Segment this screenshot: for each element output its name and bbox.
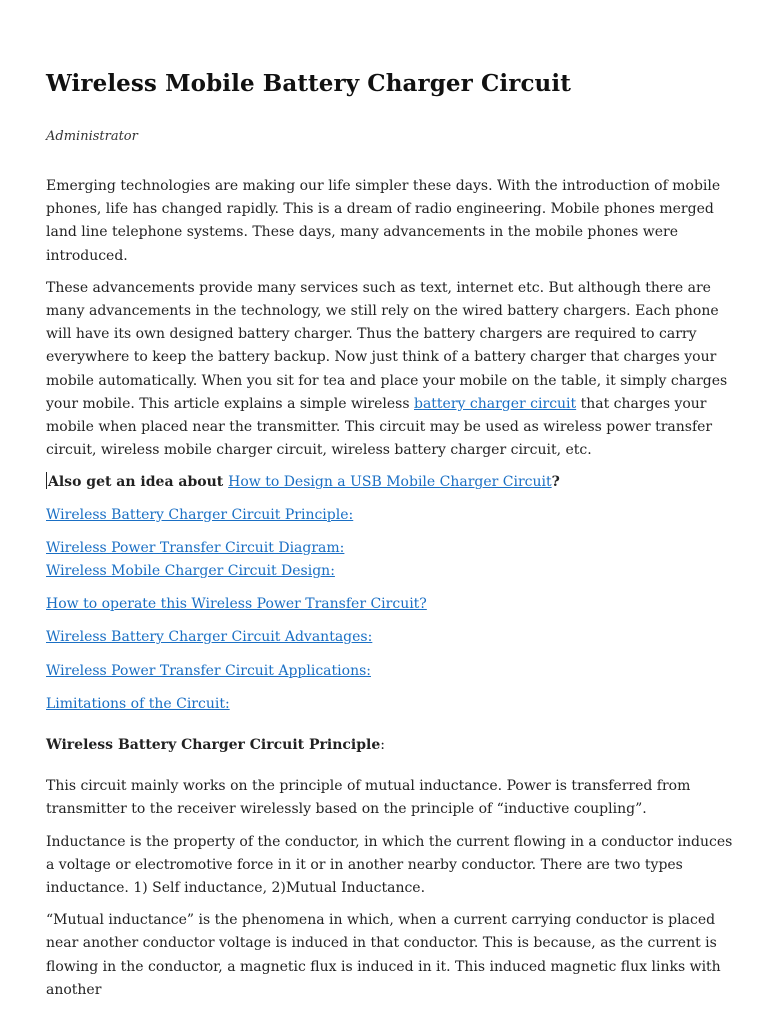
also-suffix: ? [551, 474, 560, 491]
battery-charger-circuit-link[interactable]: battery charger circuit [414, 395, 577, 412]
toc-link-diagram[interactable]: Wireless Power Transfer Circuit Diagram: [46, 539, 345, 556]
paragraph-intro: Emerging technologies are making our life simpler these days. With the introduction of mobile phones, life has changed rapidly. This is a dream of radio engineering. Mobile phones merged land line telephone systems. These days, many advancements in the mobile phones were introduced. [46, 178, 721, 264]
toc-link-principle[interactable]: Wireless Battery Charger Circuit Principle: [46, 506, 354, 523]
toc-link-advantages[interactable]: Wireless Battery Charger Circuit Advantages: [46, 629, 373, 646]
table-of-contents [46, 504, 736, 716]
section-heading-text: Wireless Battery Charger Circuit Principle [46, 737, 381, 754]
text-cursor [46, 472, 47, 489]
author-byline: Administrator [46, 129, 138, 144]
paragraph-mutual-inductance: “Mutual inductance” is the phenomena in which, when a current carrying conductor is placed near another conductor voltage is induced in that conductor. This is because, as the current is flowing in the conductor, a magnetic flux is induced in it. This induced magnetic flux links with another [46, 912, 721, 998]
article-title: Wireless Mobile Battery Charger Circuit [46, 70, 571, 97]
article-body [46, 175, 736, 1011]
toc-link-operate[interactable]: How to operate this Wireless Power Transfer Circuit? [46, 596, 427, 613]
toc-link-applications[interactable]: Wireless Power Transfer Circuit Applications: [46, 662, 371, 679]
section-heading-colon: : [380, 737, 385, 754]
toc-link-limitations[interactable]: Limitations of the Circuit: [46, 695, 230, 712]
paragraph-advancements [46, 277, 736, 463]
also-see-line [46, 471, 736, 494]
also-prefix: Also get an idea about [48, 474, 229, 491]
paragraph-inductance: Inductance is the property of the conductor, in which the current flowing in a conductor induces a voltage or electromotive force in it or in another nearby conductor. There are two types inductance. 1) Self inductance, 2)Mutual Inductance. [46, 833, 733, 897]
usb-charger-link[interactable]: How to Design a USB Mobile Charger Circuit [228, 474, 552, 491]
paragraph-text: These advancements provide many services such as text, internet etc. But although there are many advancements in the technology, we still rely on the wired battery chargers. Each phone will have its own designed battery charger. Thus the battery chargers are required to carry everywhere to keep the battery backup. Now just think of a battery charger that charges your mobile automatically. When you sit for tea and place your mobile on the table, it simply charges your mobile. This article explains a simple wireless [46, 279, 728, 412]
toc-link-design[interactable]: Wireless Mobile Charger Circuit Design: [46, 563, 335, 580]
paragraph-text: that charges your mobile when placed near the transmitter. This circuit may be used as wireless power transfer circuit, wireless mobile charger circuit, wireless battery charger circuit, etc. [46, 395, 713, 459]
section-heading [46, 734, 736, 757]
paragraph-principle: This circuit mainly works on the principle of mutual inductance. Power is transferred from transmitter to the receiver wirelessly based on the principle of “inductive coupling”. [46, 778, 691, 818]
